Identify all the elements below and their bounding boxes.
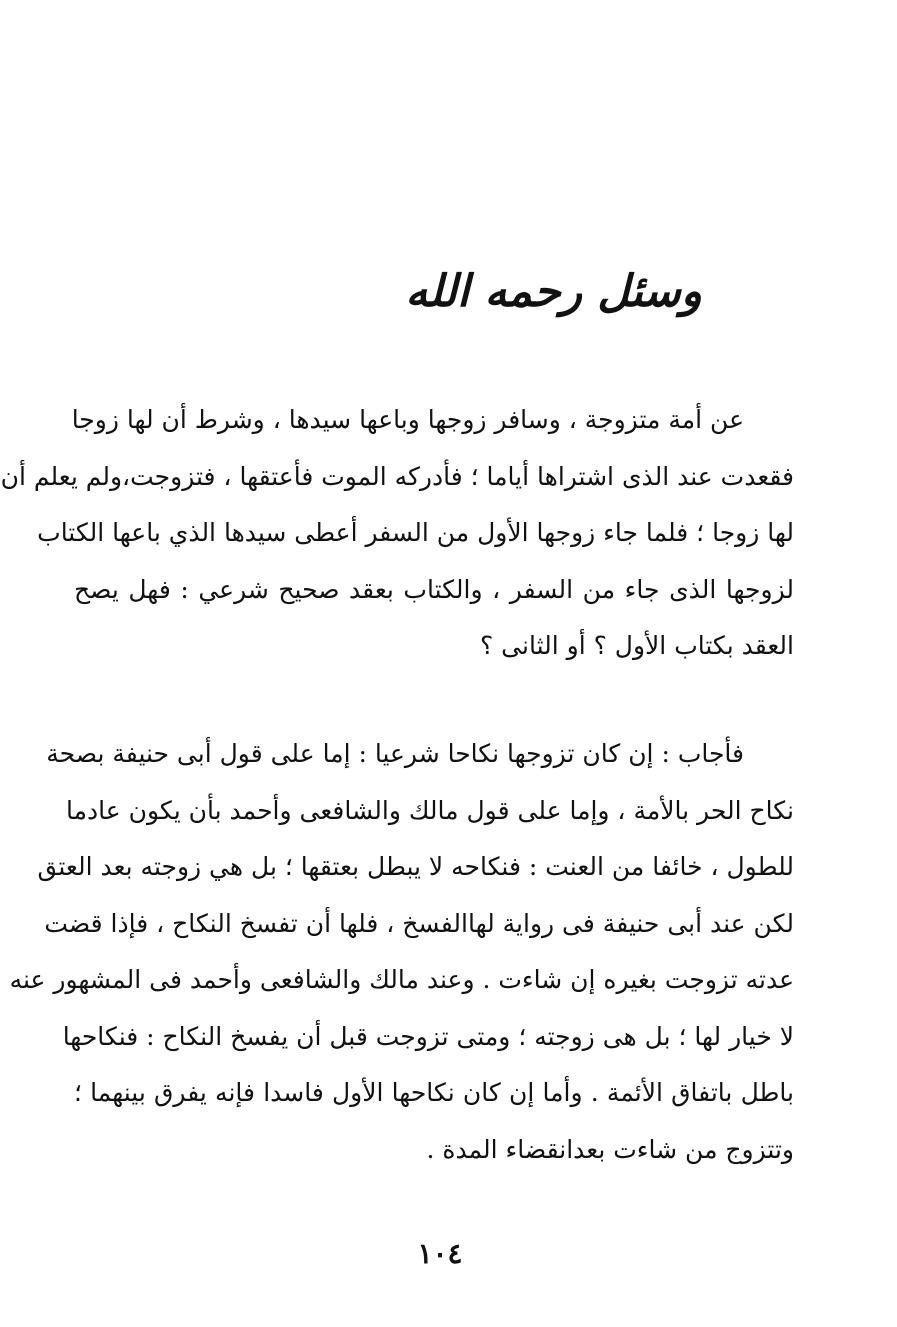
answer-line: عدته تزوجت بغيره إن شاءت . وعند مالك والشافعى وأحمد فى المشهور عنه — [9, 965, 794, 994]
answer-line: لا خيار لها ؛ بل هى زوجته ؛ ومتى تزوجت قبل أن يفسخ النكاح : فنكاحها — [62, 1021, 794, 1051]
answer-line: لكن عند أبى حنيفة فى رواية لهاالفسخ ، فلها أن تفسخ النكاح ، فإذا قضت — [44, 908, 794, 938]
question-paragraph — [0, 392, 794, 675]
question-line: العقد بكتاب الأول ؟ أو الثانى ؟ — [479, 631, 794, 660]
question-line: لها زوجا ؛ فلما جاء زوجها الأول من السفر أعطى سيدها الذي باعها الكتاب — [37, 518, 794, 547]
answer-line: وتتزوج من شاءت بعدانقضاء المدة . — [426, 1134, 794, 1164]
question-line: عن أمة متزوجة ، وسافر زوجها وباعها سيدها ، وشرط أن لها زوجا — [71, 405, 744, 434]
answer-paragraph — [9, 726, 794, 1178]
section-heading: وسئل رحمه الله — [405, 266, 702, 317]
question-line: لزوجها الذى جاء من السفر ، والكتاب بعقد صحيح شرعي : فهل يصح — [74, 574, 794, 604]
answer-line: فأجاب : إن كان تزوجها نكاحا شرعيا : إما على قول أبى حنيفة بصحة — [46, 739, 744, 768]
question-line: فقعدت عند الذى اشتراها أياما ؛ فأدركه الموت فأعتقها ، فتزوجت،ولم يعلم أن — [0, 461, 794, 491]
page-number: ١٠٤ — [417, 1237, 463, 1270]
answer-line: باطل باتفاق الأئمة . وأما إن كان نكاحها الأول فاسدا فإنه يفرق بينهما ؛ — [74, 1078, 794, 1107]
answer-line: نكاح الحر بالأمة ، وإما على قول مالك والشافعى وأحمد بأن يكون عادما — [66, 795, 794, 825]
answer-line: للطول ، خائفا من العنت : فنكاحه لا يبطل بعتقها ؛ بل هي زوجته بعد العتق — [37, 852, 794, 881]
